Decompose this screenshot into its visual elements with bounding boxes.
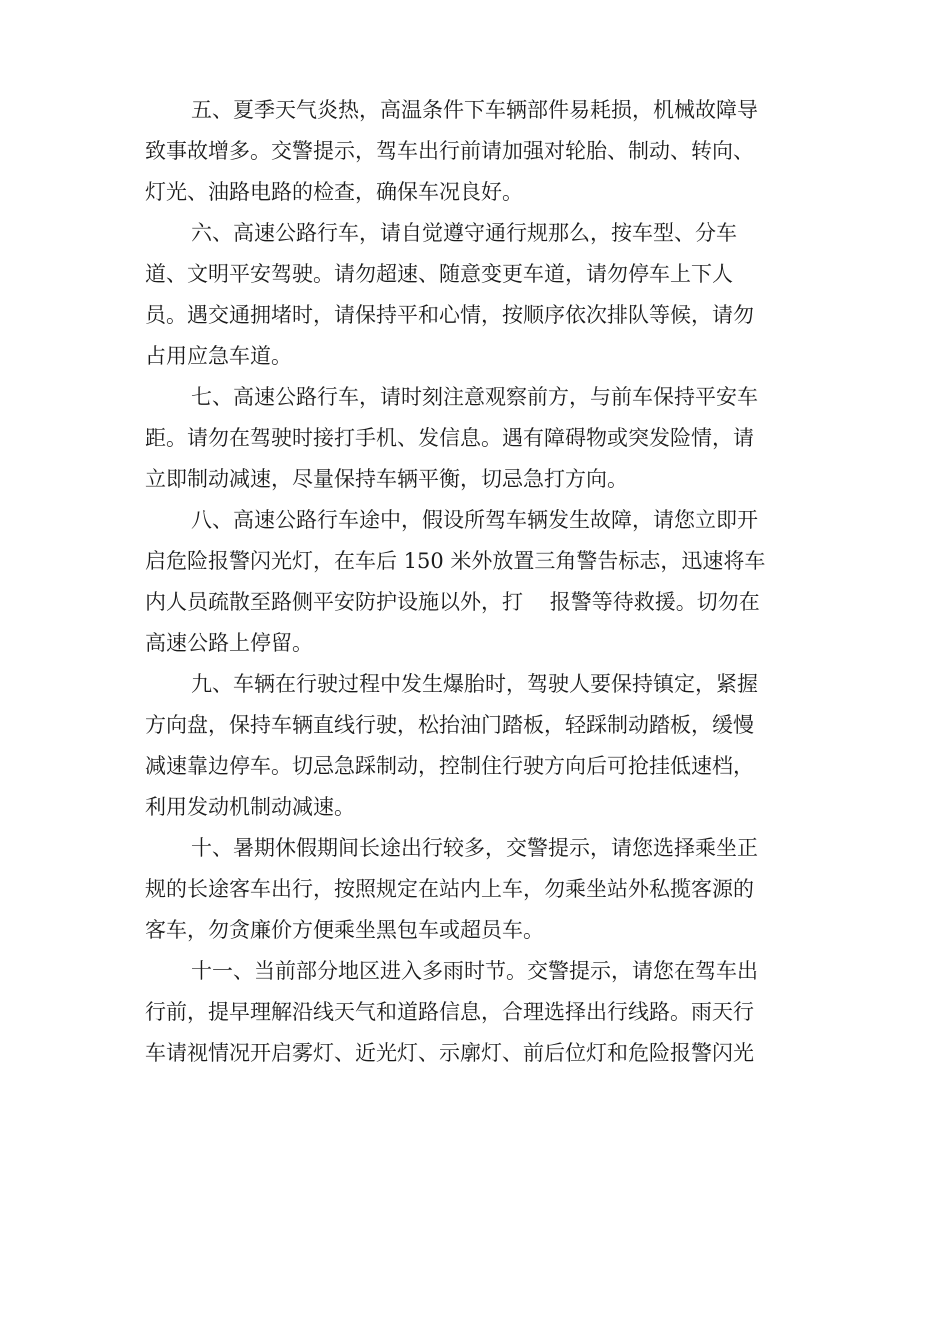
paragraph-line: 规的长途客车出行，按照规定在站内上车，勿乘坐站外私揽客源的: [145, 877, 754, 901]
paragraph-line: 员。遇交通拥堵时，请保持平和心情，按顺序依次排队等候，请勿: [145, 303, 754, 327]
paragraph-7: [145, 377, 805, 500]
paragraph-line: 灯光、油路电路的检查，确保车况良好。: [145, 180, 523, 204]
paragraph-line: 高速公路上停留。: [145, 631, 313, 655]
paragraph-line: 十一、当前部分地区进入多雨时节。交警提示，请您在驾车出: [191, 959, 758, 983]
paragraph-line: 十、暑期休假期间长途出行较多，交警提示，请您选择乘坐正: [191, 836, 758, 860]
paragraph-8: [145, 500, 805, 664]
paragraph-line: 七、高速公路行车，请时刻注意观察前方，与前车保持平安车: [191, 385, 758, 409]
paragraph-line: 客车，勿贪廉价方便乘坐黑包车或超员车。: [145, 918, 544, 942]
paragraph-11: [145, 951, 805, 1074]
paragraph-line: 行前，提早理解沿线天气和道路信息，合理选择出行线路。雨天行: [145, 1000, 754, 1024]
paragraph-line: 距。请勿在驾驶时接打手机、发信息。遇有障碍物或突发险情，请: [145, 426, 754, 450]
paragraph-line: 致事故增多。交警提示，驾车出行前请加强对轮胎、制动、转向、: [145, 139, 754, 163]
paragraph-line: 减速靠边停车。切忌急踩制动，控制住行驶方向后可抢挂低速档，: [145, 754, 754, 778]
paragraph-line: 九、车辆在行驶过程中发生爆胎时，驾驶人要保持镇定，紧握: [191, 672, 758, 696]
paragraph-line: 内人员疏散至路侧平安防护设施以外，打 报警等待救援。切勿在: [145, 590, 760, 614]
paragraph-5: [145, 90, 805, 213]
paragraph-line: 利用发动机制动减速。: [145, 795, 355, 819]
paragraph-9: [145, 664, 805, 828]
paragraph-line: 五、夏季天气炎热，高温条件下车辆部件易耗损，机械故障导: [191, 98, 758, 122]
paragraph-line: 立即制动减速，尽量保持车辆平衡，切忌急打方向。: [145, 467, 628, 491]
paragraph-line: 占用应急车道。: [145, 344, 292, 368]
paragraph-line: 车请视情况开启雾灯、近光灯、示廓灯、前后位灯和危险报警闪光: [145, 1041, 754, 1065]
paragraph-line: 六、高速公路行车，请自觉遵守通行规那么，按车型、分车: [191, 221, 737, 245]
paragraph-line: 道、文明平安驾驶。请勿超速、随意变更车道，请勿停车上下人: [145, 262, 733, 286]
paragraph-line: 八、高速公路行车途中，假设所驾车辆发生故障，请您立即开: [191, 508, 758, 532]
paragraph-line: 启危险报警闪光灯，在车后 150 米外放置三角警告标志，迅速将车: [145, 549, 766, 573]
document-body: [145, 90, 805, 1074]
paragraph-6: [145, 213, 805, 377]
paragraph-10: [145, 828, 805, 951]
paragraph-line: 方向盘，保持车辆直线行驶，松抬油门踏板，轻踩制动踏板，缓慢: [145, 713, 754, 737]
